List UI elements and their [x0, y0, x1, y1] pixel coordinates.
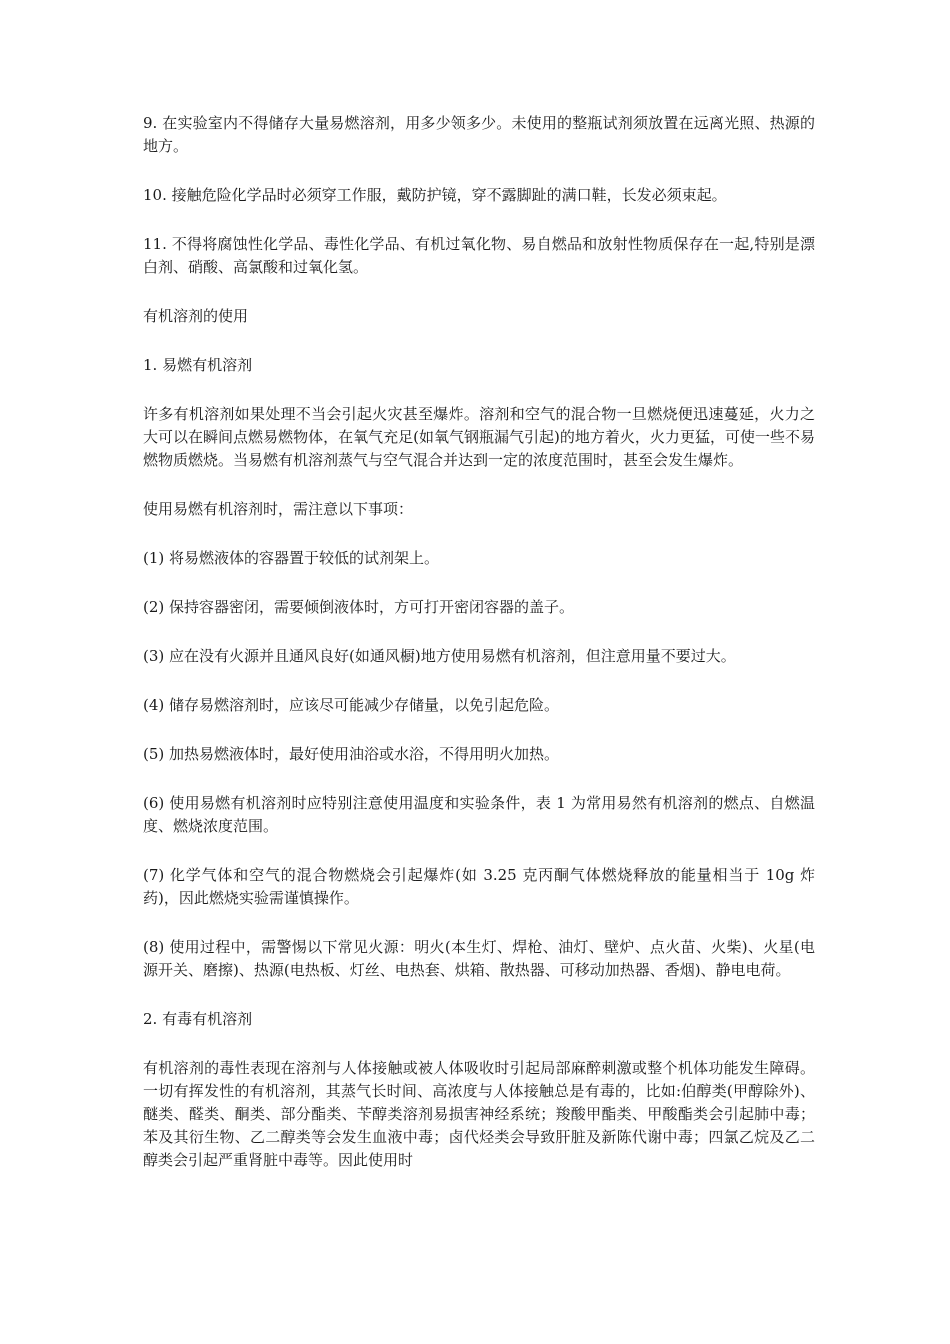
precaution-item-7: (7) 化学气体和空气的混合物燃烧会引起爆炸(如 3.25 克丙酮气体燃烧释放的能量相当于 10g 炸药)，因此燃烧实验需谨慎操作。: [143, 866, 815, 907]
document-page: [143, 112, 815, 1198]
precaution-item-5: (5) 加热易燃液体时，最好使用油浴或水浴，不得用明火加热。: [143, 745, 560, 763]
precaution-item-1: (1) 将易燃液体的容器置于较低的试剂架上。: [143, 549, 440, 567]
section-heading-organic-solvents: 有机溶剂的使用: [143, 307, 249, 325]
toxic-intro-paragraph: 有机溶剂的毒性表现在溶剂与人体接触或被人体吸收时引起局部麻醉刺激或整个机体功能发生障碍。一切有挥发性的有机溶剂，其蒸气长时间、高浓度与人体接触总是有毒的，比如:伯醇类(甲醇除外)、醚类、醛类、酮类、部分酯类、苄醇类溶剂易损害神经系统；羧酸甲酯类、甲酸酯类会引起肺中毒；苯及其衍生物、乙二醇类等会发生血液中毒；卤代烃类会导致肝脏及新陈代谢中毒；四氯乙烷及乙二醇类会引起严重肾脏中毒等。因此使用时: [143, 1059, 815, 1169]
rule-9-paragraph: 9. 在实验室内不得储存大量易燃溶剂，用多少领多少。未使用的整瓶试剂须放置在远离光照、热源的地方。: [143, 114, 815, 155]
flammable-intro-paragraph: 许多有机溶剂如果处理不当会引起火灾甚至爆炸。溶剂和空气的混合物一旦燃烧便迅速蔓延，火力之大可以在瞬间点燃易燃物体，在氧气充足(如氧气钢瓶漏气引起)的地方着火，火力更猛，可使一些不易燃物质燃烧。当易燃有机溶剂蒸气与空气混合并达到一定的浓度范围时，甚至会发生爆炸。: [143, 405, 815, 469]
subsection-heading-flammable-solvents: 1. 易燃有机溶剂: [143, 356, 253, 374]
precaution-item-2: (2) 保持容器密闭，需要倾倒液体时，方可打开密闭容器的盖子。: [143, 598, 575, 616]
rule-11-paragraph: 11. 不得将腐蚀性化学品、毒性化学品、有机过氧化物、易自燃品和放射性物质保存在一起,特别是漂白剂、硝酸、高氯酸和过氧化氢。: [143, 235, 815, 276]
precaution-item-3: (3) 应在没有火源并且通风良好(如通风橱)地方使用易燃有机溶剂，但注意用量不要过大。: [143, 647, 736, 665]
precaution-item-8: (8) 使用过程中，需警惕以下常见火源：明火(本生灯、焊枪、油灯、壁炉、点火苗、火柴)、火星(电源开关、磨擦)、热源(电热板、灯丝、电热套、烘箱、散热器、可移动加热器、香烟)、静电电荷。: [143, 938, 815, 979]
subsection-heading-toxic-solvents: 2. 有毒有机溶剂: [143, 1010, 253, 1028]
precautions-lead-paragraph: 使用易燃有机溶剂时，需注意以下事项：: [143, 500, 414, 518]
precaution-item-4: (4) 储存易燃溶剂时，应该尽可能减少存储量，以免引起危险。: [143, 696, 560, 714]
rule-10-paragraph: 10. 接触危险化学品时必须穿工作服，戴防护镜，穿不露脚趾的满口鞋，长发必须束起。: [143, 186, 727, 204]
precaution-item-6: (6) 使用易燃有机溶剂时应特别注意使用温度和实验条件，表 1 为常用易然有机溶剂的燃点、自燃温度、燃烧浓度范围。: [143, 794, 815, 835]
